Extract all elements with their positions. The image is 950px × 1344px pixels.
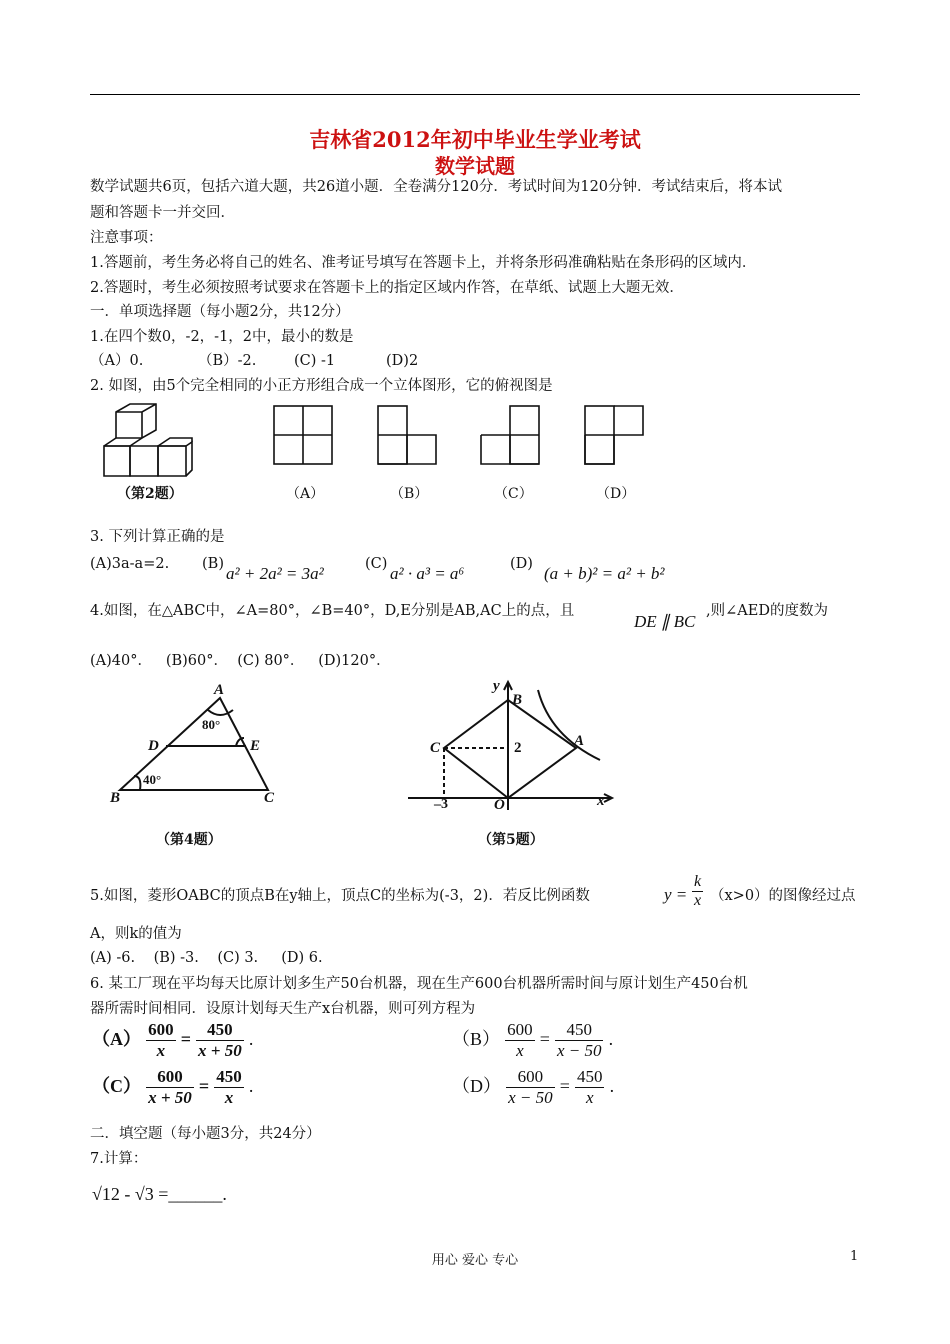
q6-option-d-label: （D） <box>452 1076 501 1096</box>
q2-cube-figure <box>104 404 192 476</box>
q5-stem-2: A，则k的值为 <box>90 926 182 942</box>
q3-option-b-expr: a² + 2a² = 3a² <box>226 564 324 583</box>
q4-label-c: C <box>264 790 275 806</box>
q6-b-dot: . <box>608 1029 614 1049</box>
q5-figure-caption: （第5题） <box>478 832 544 848</box>
q1-option-a: （A）0. <box>90 353 144 369</box>
footer-slogan: 用心 爱心 专心 <box>431 1253 519 1268</box>
section-2-heading: 二．填空题（每小题3分，共24分） <box>90 1126 321 1142</box>
q5-fraction <box>692 873 703 910</box>
q5-label-c: C <box>430 740 441 756</box>
q4-stem: 4.如图，在△ABC中，∠A=80°，∠B=40°，D,E分别是AB,AC上的点，且 <box>90 603 575 619</box>
q4-label-e: E <box>250 738 261 754</box>
q3-option-d-expr: (a + b)² = a² + b² <box>544 564 665 583</box>
q6-a-frac-1: $\frac{600}{x}$ <box>148 1020 174 1060</box>
q6-option-b <box>452 1020 613 1061</box>
note-1: 1.答题前，考生务必将自己的姓名、准考证号填写在答题卡上，并将条形码准确粘贴在条形码的区域内． <box>90 255 757 271</box>
q4-angle-b: 40° <box>143 772 162 787</box>
q2-figure-caption: （第2题） <box>117 486 183 502</box>
q6-option-c <box>92 1067 253 1108</box>
notes-heading: 注意事项： <box>90 230 163 246</box>
q6-c-frac-1: $\frac{600}{x + 50}$ <box>148 1067 192 1107</box>
q3-stem: 3. 下列计算正确的是 <box>90 529 225 545</box>
q5-label-x: x <box>597 793 605 809</box>
q7-expr: √12 - √3 =______. <box>92 1184 227 1204</box>
q1-option-c: (C) -1 <box>294 353 336 369</box>
q6-d-dot: . <box>609 1076 615 1096</box>
q6-option-d <box>452 1067 614 1108</box>
q6-c-frac-2: $\frac{450}{x}$ <box>216 1067 242 1107</box>
q5-label-b: B <box>512 692 523 708</box>
header-rule <box>90 94 860 95</box>
q2-option-b-figure <box>378 406 436 464</box>
q5-stem: 5.如图，菱形OABC的顶点B在y轴上，顶点C的坐标为(-3，2)．若反比例函数 <box>90 888 590 904</box>
q4-figure-caption: （第4题） <box>156 832 222 848</box>
q2-stem: 2. 如图，由5个完全相同的小正方形组合成一个立体图形，它的俯视图是 <box>90 378 553 394</box>
q2-option-c-figure <box>481 406 539 464</box>
note-2: 2.答题时，考生必须按照考试要求在答题卡上的指定区域内作答，在草纸、试题上大题无效． <box>90 280 684 296</box>
q6-c-eq: = <box>198 1076 210 1096</box>
q6-option-a <box>92 1020 253 1061</box>
q3-option-c-expr: a² · a³ = a⁶ <box>390 564 465 583</box>
q6-b-frac-1: $\frac{600}{x}$ <box>507 1020 533 1060</box>
intro-line-1: 数学试题共6页，包括六道大题，共26道小题．全卷满分120分．考试时间为120分钟．考试结束后，将本试 <box>90 179 783 195</box>
q6-d-frac-1: $\frac{600}{x - 50}$ <box>508 1067 553 1107</box>
q6-b-eq: = <box>539 1029 550 1049</box>
q3-option-a: (A)3a-a=2. <box>90 556 170 572</box>
q3-option-c-label: (C) <box>365 556 388 572</box>
q1-stem: 1.在四个数0，-2，-1，2中，最小的数是 <box>90 329 354 345</box>
q6-b-frac-2: $\frac{450}{x - 50}$ <box>556 1020 602 1060</box>
q2-label-c: （C） <box>494 486 533 502</box>
q5-label-a: A <box>574 733 585 749</box>
q5-label-minus3: –3 <box>434 797 448 812</box>
q2-label-d: （D） <box>596 486 636 502</box>
page-subtitle: 数学试题 <box>435 154 515 178</box>
intro-line-2: 题和答题卡一并交回． <box>90 205 235 221</box>
q6-a-dot: . <box>248 1029 254 1049</box>
q2-option-d-figure <box>585 406 643 464</box>
q6-c-dot: . <box>248 1076 254 1096</box>
q6-a-frac-2: $\frac{450}{x + 50}$ <box>198 1020 242 1060</box>
q3-option-b-label: (B) <box>202 556 224 572</box>
q4-label-b: B <box>110 790 121 806</box>
q4-stem-end: ,则∠AED的度数为 <box>706 603 828 619</box>
page-title: 吉林省2012年初中毕业生学业考试 <box>309 127 641 152</box>
q5-label-y: y <box>493 678 500 694</box>
q6-option-a-label: （A） <box>92 1029 141 1049</box>
q2-label-b: （B） <box>390 486 429 502</box>
page-number: 1 <box>850 1249 859 1264</box>
q6-d-eq: = <box>559 1076 570 1096</box>
q7-stem: 7.计算： <box>90 1151 148 1167</box>
q6-stem-2: 器所需时间相同．设原计划每天生产x台机器，则可列方程为 <box>90 1001 476 1017</box>
q4-options: (A)40°． (B)60°． (C) 80°． (D)120°． <box>90 653 391 669</box>
q4-label-d: D <box>148 738 159 754</box>
q5-stem-end: （x>0）的图像经过点 <box>710 888 856 904</box>
q4-label-a: A <box>214 682 225 698</box>
q6-option-c-label: （C） <box>92 1076 141 1096</box>
q4-expr: DE ∥ BC <box>634 612 696 631</box>
q6-stem-1: 6. 某工厂现在平均每天比原计划多生产50台机器，现在生产600台机器所需时间与原计划生产450台机 <box>90 976 748 992</box>
q1-option-b: （B）-2. <box>198 353 257 369</box>
q5-label-2: 2 <box>514 740 522 756</box>
q1-option-d: (D)2 <box>386 353 419 369</box>
section-1-heading: 一．单项选择题（每小题2分，共12分） <box>90 304 350 320</box>
q5-fraction-den: x <box>694 892 702 909</box>
q5-options: (A) -6. (B) -3. (C) 3. (D) 6. <box>90 950 323 966</box>
q4-angle-a: 80° <box>202 717 221 732</box>
q5-expr-y: y = <box>664 885 688 904</box>
q6-d-frac-2: $\frac{450}{x}$ <box>576 1067 603 1107</box>
q2-option-a-figure <box>274 406 332 464</box>
q6-a-eq: = <box>180 1029 191 1049</box>
q3-option-d-label: (D) <box>510 556 533 572</box>
q5-label-o: O <box>494 797 505 813</box>
q2-label-a: （A） <box>286 486 325 502</box>
q5-fraction-num: k <box>694 873 702 890</box>
q6-option-b-label: （B） <box>452 1029 501 1049</box>
